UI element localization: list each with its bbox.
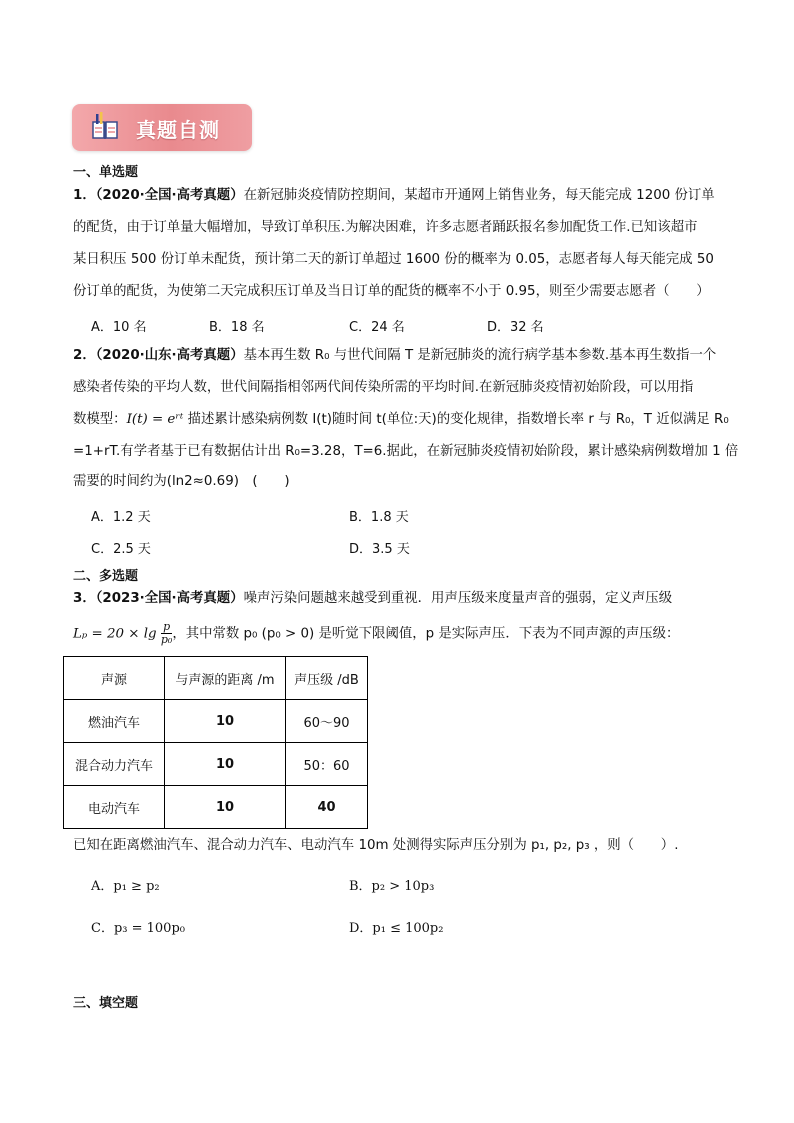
table-row [64,786,368,829]
q1-option-d[interactable]: D．32 名 [487,320,544,335]
q3-formula-numerator: p [161,621,172,634]
sound-level-table [63,656,368,829]
q2-option-a[interactable]: A．1.2 天 [91,510,151,525]
q1-option-c[interactable]: C．24 名 [349,320,405,335]
table-cell: 60～90 [286,700,368,743]
q3-text-1: 噪声污染问题越来越受到重视．用声压级来度量声音的强弱，定义声压级 [243,591,673,606]
table-cell: 混合动力汽车 [64,743,165,786]
q3-formula-lhs: Lₚ = 20 × lg [73,626,157,642]
table-cell: 10 [165,700,286,743]
q1-source: （2020·全国·高考真题） [95,188,244,203]
section-heading-fill: 三、填空题 [73,996,139,1011]
q1-line-1 [73,187,715,205]
table-cell: 50：60 [286,743,368,786]
table-header-row [64,657,368,700]
q3-option-d[interactable]: D．p₁ ≤ 100p₂ [349,921,444,936]
q2-option-d[interactable]: D．3.5 天 [349,542,410,557]
q1-line-3: 某日积压 500 份订单未配货，预计第二天的新订单超过 1600 份的概率为 0.05，志愿者每人每天能完成 50 [73,252,714,267]
table-header-cell: 声源 [64,657,165,700]
q3-number: 3． [73,591,96,606]
q3-text-2: ，其中常数 p₀ (p₀ > 0) 是听觉下限阈值，p 是实际声压．下表为不同声源的声压级： [172,626,680,642]
q2-line-5: 需要的时间约为(ln2≈0.69) ( ) [73,474,290,489]
q1-line-4: 份订单的配货，为使第二天完成积压订单及当日订单的配货的概率不小于 0.95，则至少需要志愿者（ ） [73,284,710,299]
q3-after-table: 已知在距离燃油汽车、混合动力汽车、电动汽车 10m 处测得实际声压分别为 p₁, p₂, p₃ ，则（ ）. [73,838,679,853]
q2-formula: I(t) = eʳᵗ [126,412,184,427]
q2-text-3b: 描述累计感染病例数 I(t)随时间 t(单位:天)的变化规律，指数增长率 r 与 R₀，T 近似满足 R₀ [183,412,729,427]
q1-line-2: 的配货，由于订单量大幅增加，导致订单积压.为解决困难，许多志愿者踊跃报名参加配货工作.已知该超市 [73,220,698,235]
q3-formula-denominator: p₀ [160,633,173,646]
q3-formula-fraction [161,621,172,646]
table-cell: 10 [165,743,286,786]
q2-text-3a: 数模型： [73,412,127,427]
section-heading-single: 一、单选题 [73,165,139,180]
q3-option-c[interactable]: C．p₃ = 100p₀ [91,921,185,936]
q2-option-c[interactable]: C．2.5 天 [91,542,151,557]
q1-number: 1． [73,188,96,203]
q2-line-1 [73,347,716,365]
q3-option-a[interactable]: A．p₁ ≥ p₂ [91,879,160,894]
banner-title: 真题自测 [136,118,220,142]
table-cell: 电动汽车 [64,786,165,829]
table-header-cell: 声压级 /dB [286,657,368,700]
q1-option-a[interactable]: A．10 名 [91,320,147,335]
section-heading-multi: 二、多选题 [73,569,139,584]
q1-option-b[interactable]: B．18 名 [209,320,265,335]
q2-line-3 [73,411,729,429]
table-header-cell: 与声源的距离 /m [165,657,286,700]
q2-line-2: 感染者传染的平均人数，世代间隔指相邻两代间传染所需的平均时间.在新冠肺炎疫情初始阶段，可以用指 [73,380,694,395]
table-row [64,700,368,743]
q3-option-b[interactable]: B．p₂ > 10p₃ [349,879,435,894]
q2-text-1: 基本再生数 R₀ 与世代间隔 T 是新冠肺炎的流行病学基本参数.基本再生数指一个 [243,348,717,363]
q2-number: 2． [73,348,96,363]
table-cell: 10 [165,786,286,829]
q3-line-2 [73,621,679,648]
q2-source: （2020·山东·高考真题） [95,348,244,363]
table-row [64,743,368,786]
q1-text-1: 在新冠肺炎疫情防控期间，某超市开通网上销售业务，每天能完成 1200 份订单 [243,188,715,203]
table-cell: 燃油汽车 [64,700,165,743]
q3-source: （2023·全国·高考真题） [95,591,244,606]
table-cell: 40 [286,786,368,829]
q2-line-4: =1+rT.有学者基于已有数据估计出 R₀=3.28，T=6.据此，在新冠肺炎疫情初始阶段，累计感染病例数增加 1 倍 [73,444,739,459]
q2-option-b[interactable]: B．1.8 天 [349,510,409,525]
book-icon [90,112,120,142]
section-banner [72,104,252,151]
q3-line-1 [73,590,672,608]
